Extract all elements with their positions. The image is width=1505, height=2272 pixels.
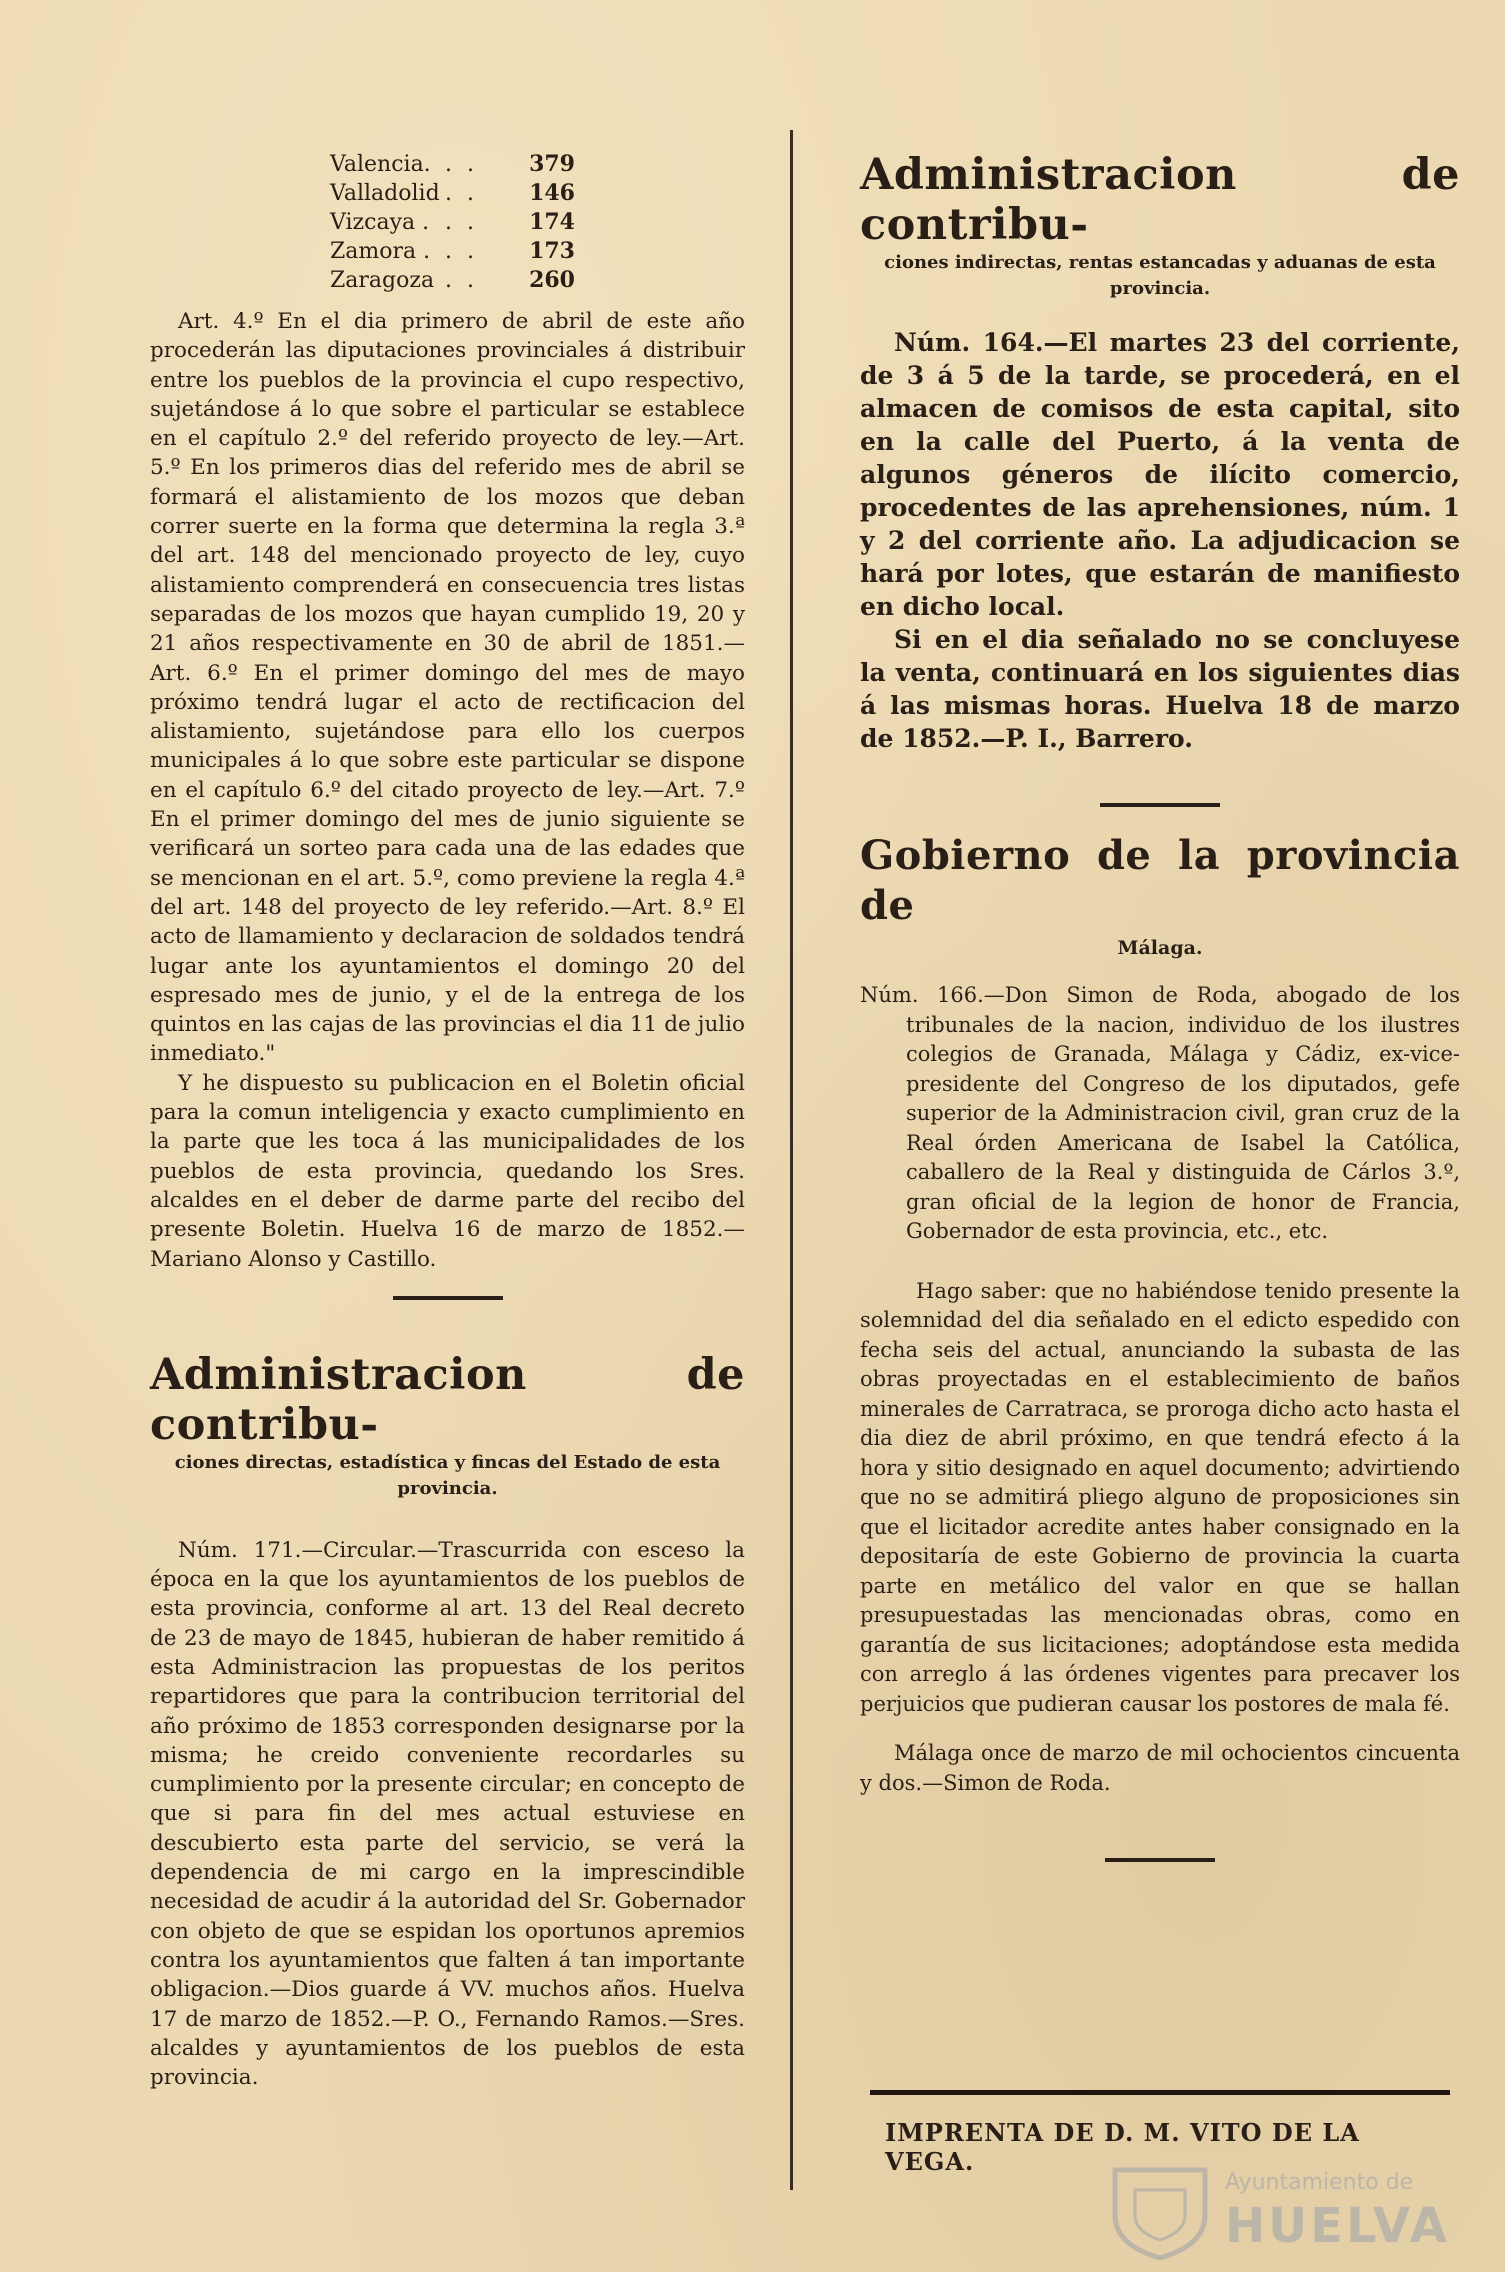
section-title: Administracion de contribu- [860, 150, 1460, 250]
right-column [860, 150, 1460, 1862]
section-rule [1105, 1858, 1215, 1862]
leader-dots: . . [445, 152, 478, 177]
gov-header-paragraph: Núm. 166.—Don Simon de Roda, abogado de los tribunales de la nacion, individuo de los ilustres colegios de Granada, Málaga y Cádiz, ex-vice-presidente del Congreso de los diputados, gefe superior de la Administracion civil, gran cruz de la Real órden Americana de Isabel la Católica, caballero de la Real y distinguida de Cárlos 3.º, gran oficial de la legion de honor de Francia, Gobernador de esta provincia, etc., etc. [860, 983, 1460, 1243]
province-name: Valencia. [330, 152, 431, 177]
notice-paragraph: Núm. 164.—El martes 23 del corriente, de 3 á 5 de la tarde, se procederá, en el almacen de comisos de esta capital, sito en la calle del Puerto, á la venta de algunos géneros de ilícito comercio, procedentes de las aprehensiones, núm. 1 y 2 del corriente año. La adjudicacion se hará por lotes, que estarán de manifiesto en dicho local. [860, 328, 1460, 621]
column-divider [790, 130, 793, 2190]
section-subtitle: ciones directas, estadística y fincas del Estado de esta provincia. [174, 1451, 721, 1499]
leader-dots: . . [445, 210, 478, 235]
gov-signature-paragraph: Málaga once de marzo de mil ochocientos cincuenta y dos.—Simon de Roda. [860, 1741, 1460, 1795]
gov-title: Gobierno de la provincia de [860, 832, 1460, 929]
table-row [330, 208, 575, 237]
province-name: Zaragoza [330, 268, 435, 293]
footer-rule [870, 2090, 1450, 2095]
watermark-line1: Ayuntamiento de [1225, 2170, 1414, 2195]
section-title: Administracion de contribu- [150, 1349, 745, 1450]
section-rule [393, 1296, 503, 1300]
section-subtitle: ciones indirectas, rentas estancadas y aduanas de esta provincia. [884, 252, 1436, 299]
gov-body-paragraph: Hago saber: que no habiéndose tenido presente la solemnidad del dia señalado en el edicto espedido con fecha seis del actual, anunciando la subasta de las obras proyectadas en el establecimiento de baños minerales de Carratraca, se proroga dicho acto hasta el dia diez de abril próximo, en que tendrá efecto á la hora y sitio designado en aquel documento; advirtiendo que no se admitirá pliego alguno de proposiciones sin que el licitador acredite antes haber consignado en la depositaría de este Gobierno de provincia la cuarta parte en metálico del valor en que se hallan presupuestadas las mencionadas obras, como en garantía de sus licitaciones; adoptándose esta medida con arreglo á las órdenes vigentes para precaver los perjuicios que pudieran causar los postores de mala fé. [860, 1278, 1460, 1716]
watermark-line2: HUELVA [1225, 2198, 1450, 2254]
gov-subtitle: Málaga. [1117, 937, 1203, 959]
province-name: Zamora . [330, 239, 431, 264]
province-name: Valladolid [330, 181, 440, 206]
leader-dots: . . [445, 239, 478, 264]
province-value: 173 [529, 238, 575, 264]
leader-dots: . . [445, 181, 478, 206]
left-column [150, 150, 745, 2092]
table-row [330, 266, 575, 295]
table-row [330, 237, 575, 266]
province-value: 174 [529, 209, 575, 235]
province-name: Vizcaya . [330, 210, 430, 235]
notice-paragraph-2: Si en el dia señalado no se concluyese la venta, continuará en los siguientes dias á las mismas horas. Huelva 18 de marzo de 1852.—P. I., Barrero. [860, 625, 1460, 753]
publication-paragraph: Y he dispuesto su publicacion en el Boletin oficial para la comun inteligencia y exacto cumplimiento en la parte que les toca á las municipalidades de los pueblos de esta provincia, quedando los Sres. alcaldes en el deber de darme parte del recibo del presente Boletin. Huelva 16 de marzo de 1852.—Mariano Alonso y Castillo. [150, 1070, 745, 1272]
shield-icon [1105, 2160, 1215, 2260]
province-value: 379 [529, 151, 575, 177]
articles-paragraph: Art. 4.º En el dia primero de abril de este año procederán las diputaciones provinciales á distribuir entre los pueblos de la provincia el cupo respectivo, sujetándose á lo que sobre el particular se establece en el capítulo 2.º del referido proyecto de ley.—Art. 5.º En los primeros dias del referido mes de abril se formará el alistamiento de los mozos que deban correr suerte en la forma que determina la regla 3.ª del art. 148 del mencionado proyecto de ley, cuyo alistamiento comprenderá en consecuencia tres listas separadas de los mozos que hayan cumplido 19, 20 y 21 años respectivamente en 30 de abril de 1851.—Art. 6.º En el primer domingo del mes de mayo próximo tendrá lugar el acto de rectificacion del alistamiento, sujetándose para ello los cuerpos municipales á lo que sobre este particular se dispone en el capítulo 6.º del citado proyecto de ley.—Art. 7.º En el primer domingo del mes de junio siguiente se verificará un sorteo para cada una de las edades que se mencionan en el art. 5.º, como previene la regla 4.ª del art. 148 del proyecto de ley referido.—Art. 8.º El acto de llamamiento y declaracion de soldados tendrá lugar ante los ayuntamientos el domingo 20 del espresado mes de junio, y el de la entrega de los quintos en las cajas de las provincias el dia 11 de julio inmediato." [150, 309, 745, 1067]
province-value: 260 [529, 267, 575, 293]
province-value: 146 [529, 180, 575, 206]
leader-dots: . . [445, 268, 478, 293]
circular-paragraph: Núm. 171.—Circular.—Trascurrida con esceso la época en la que los ayuntamientos de los pueblos de esta provincia, conforme al art. 13 del Real decreto de 23 de mayo de 1845, hubieran de haber remitido á esta Administracion las propuestas de los peritos repartidores que para la contribucion territorial del año próximo de 1853 corresponden designarse por la misma; he creido conveniente recordarles su cumplimiento por la presente circular; en concepto de que si para fin del mes actual estuviese en descubierto esta parte del servicio, se verá la dependencia de mi cargo en la imprescindible necesidad de acudir á la autoridad del Sr. Gobernador con objeto de que se espidan los oportunos apremios contra los ayuntamientos que falten á tan importante obligacion.—Dios guarde á VV. muchos años. Huelva 17 de marzo de 1852.—P. O., Fernando Ramos.—Sres. alcaldes y ayuntamientos de los pueblos de esta provincia. [150, 1537, 745, 2091]
section-rule [1100, 803, 1220, 807]
table-row [330, 150, 575, 179]
imprint: IMPRENTA DE D. M. VITO DE LA VEGA. [885, 2118, 1360, 2176]
province-quota-table [330, 150, 575, 295]
table-row [330, 179, 575, 208]
